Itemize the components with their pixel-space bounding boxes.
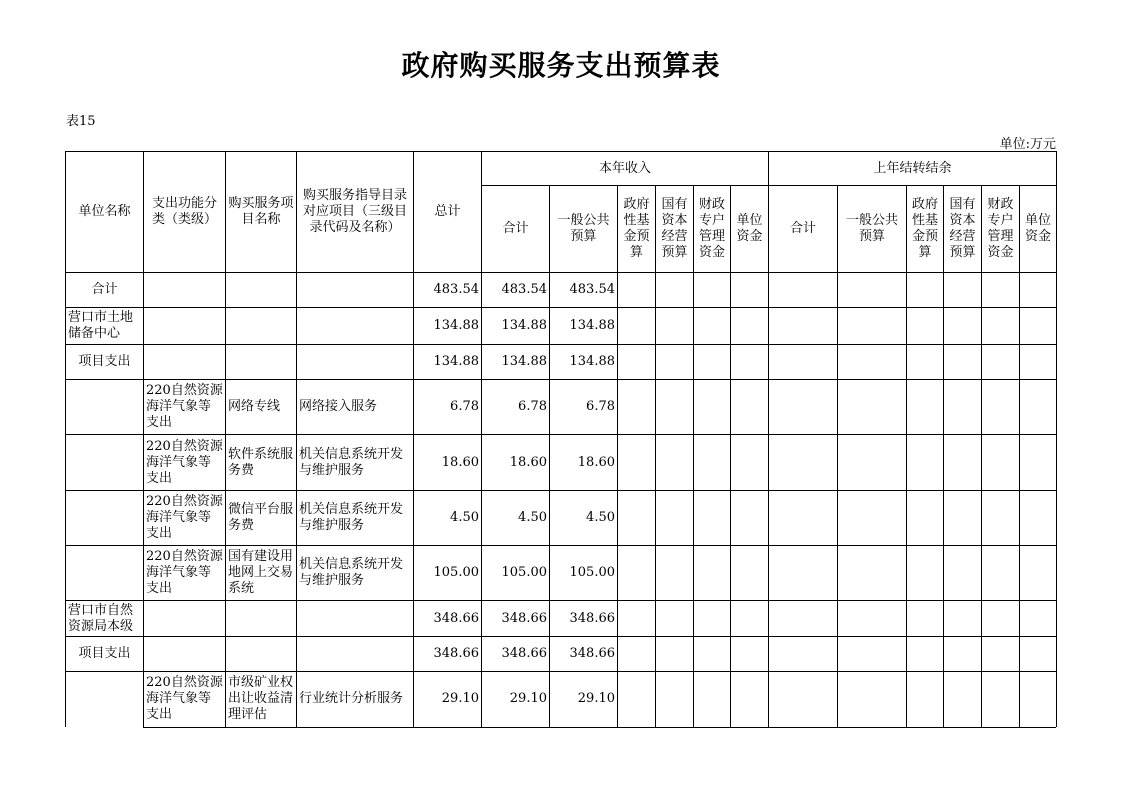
- header-cur-gov-fund: 政府性基金预算: [618, 186, 656, 273]
- cell-service-project: 软件系统服务费: [226, 435, 297, 491]
- cell-empty: [1020, 380, 1057, 435]
- cell-empty: [982, 491, 1020, 546]
- header-cur-fiscal-special: 财政专户管理资金: [694, 186, 731, 273]
- page-title: 政府购买服务支出预算表: [401, 49, 721, 82]
- header-cur-general-budget: 一般公共预算: [550, 186, 618, 273]
- header-prev-gov-fund: 政府性基金预算: [907, 186, 944, 273]
- cell-cur-general-budget: 18.60: [550, 435, 618, 491]
- cell-empty: [731, 672, 769, 727]
- cell-unit-name: 合计: [66, 273, 144, 308]
- cell-cur-subtotal: 348.66: [482, 637, 550, 672]
- cell-guide-item: 网络接入服务: [297, 380, 414, 435]
- cell-empty: [618, 308, 656, 345]
- cell-cur-subtotal: 134.88: [482, 308, 550, 345]
- header-service-project: 购买服务项目名称: [226, 152, 297, 273]
- cell-function-class: 220自然资源海洋气象等支出: [144, 380, 226, 435]
- cell-service-project: [226, 601, 297, 637]
- cell-empty: [694, 435, 731, 491]
- cell-service-project: 国有建设用地网上交易系统: [226, 546, 297, 601]
- cell-service-project: [226, 308, 297, 345]
- cell-service-project: [226, 345, 297, 380]
- cell-empty: [769, 637, 838, 672]
- cell-empty: [907, 491, 944, 546]
- table-body: [66, 273, 1057, 727]
- cell-empty: [1020, 546, 1057, 601]
- cell-cur-subtotal: 134.88: [482, 345, 550, 380]
- cell-cur-subtotal: 483.54: [482, 273, 550, 308]
- table-row: [66, 273, 1057, 308]
- cell-empty: [982, 435, 1020, 491]
- cell-empty: [982, 345, 1020, 380]
- cell-empty: [982, 308, 1020, 345]
- table-row: [66, 435, 1057, 491]
- budget-table: [65, 151, 1057, 727]
- cell-empty: [694, 345, 731, 380]
- cell-empty: [731, 380, 769, 435]
- table-row: [66, 380, 1057, 435]
- cell-empty: [618, 546, 656, 601]
- cell-empty: [694, 380, 731, 435]
- cell-function-class: 220自然资源海洋气象等支出: [144, 546, 226, 601]
- cell-empty: [656, 380, 694, 435]
- cell-empty: [769, 546, 838, 601]
- cell-empty: [731, 637, 769, 672]
- cell-service-project: 网络专线: [226, 380, 297, 435]
- header-total: 总计: [414, 152, 482, 273]
- cell-empty: [907, 601, 944, 637]
- cell-service-project: 市级矿业权出让收益清理评估: [226, 672, 297, 727]
- cell-empty: [769, 491, 838, 546]
- cell-empty: [838, 435, 907, 491]
- cell-cur-subtotal: 29.10: [482, 672, 550, 727]
- cell-function-class: [144, 345, 226, 380]
- table-row: [66, 546, 1057, 601]
- cell-service-project: [226, 273, 297, 308]
- header-cur-unit-fund: 单位资金: [731, 186, 769, 273]
- cell-cur-subtotal: 348.66: [482, 601, 550, 637]
- cell-empty: [1020, 435, 1057, 491]
- cell-unit-name: 项目支出: [66, 637, 144, 672]
- cell-empty: [944, 308, 982, 345]
- cell-empty: [769, 273, 838, 308]
- cell-empty: [618, 273, 656, 308]
- cell-empty: [944, 601, 982, 637]
- cell-empty: [944, 491, 982, 546]
- cell-empty: [838, 491, 907, 546]
- cell-empty: [618, 380, 656, 435]
- cell-function-class: [144, 601, 226, 637]
- cell-guide-item: [297, 308, 414, 345]
- header-prev-state-capital: 国有资本经营预算: [944, 186, 982, 273]
- cell-total: 348.66: [414, 637, 482, 672]
- cell-cur-general-budget: 348.66: [550, 637, 618, 672]
- cell-total: 134.88: [414, 345, 482, 380]
- cell-empty: [656, 491, 694, 546]
- header-prev-subtotal: 合计: [769, 186, 838, 273]
- cell-empty: [982, 672, 1020, 727]
- cell-unit-name: [66, 672, 144, 727]
- cell-empty: [838, 345, 907, 380]
- cell-total: 29.10: [414, 672, 482, 727]
- header-current-income: 本年收入: [482, 152, 769, 186]
- cell-guide-item: 行业统计分析服务: [297, 672, 414, 727]
- cell-empty: [656, 435, 694, 491]
- cell-function-class: [144, 273, 226, 308]
- cell-empty: [1020, 672, 1057, 727]
- cell-empty: [1020, 273, 1057, 308]
- cell-empty: [838, 637, 907, 672]
- cell-empty: [694, 601, 731, 637]
- cell-unit-name: 营口市土地储备中心: [66, 308, 144, 345]
- cell-empty: [907, 380, 944, 435]
- cell-empty: [769, 435, 838, 491]
- header-prev-general-budget: 一般公共预算: [838, 186, 907, 273]
- cell-total: 18.60: [414, 435, 482, 491]
- header-prev-unit-fund: 单位资金: [1020, 186, 1057, 273]
- cell-cur-subtotal: 6.78: [482, 380, 550, 435]
- cell-empty: [838, 308, 907, 345]
- cell-guide-item: 机关信息系统开发与维护服务: [297, 491, 414, 546]
- header-row-1: [66, 152, 1057, 186]
- cell-empty: [769, 345, 838, 380]
- header-cur-state-capital: 国有资本经营预算: [656, 186, 694, 273]
- cell-total: 105.00: [414, 546, 482, 601]
- cell-guide-item: [297, 273, 414, 308]
- cell-empty: [731, 345, 769, 380]
- cell-empty: [694, 491, 731, 546]
- cell-cur-general-budget: 483.54: [550, 273, 618, 308]
- table-bottom-edge: [143, 727, 1056, 728]
- cell-empty: [838, 672, 907, 727]
- cell-empty: [618, 491, 656, 546]
- cell-total: 4.50: [414, 491, 482, 546]
- cell-empty: [907, 672, 944, 727]
- header-guide-item: 购买服务指导目录对应项目（三级目录代码及名称）: [297, 152, 414, 273]
- cell-empty: [944, 672, 982, 727]
- cell-empty: [656, 672, 694, 727]
- cell-unit-name: 营口市自然资源局本级: [66, 601, 144, 637]
- cell-function-class: [144, 308, 226, 345]
- cell-guide-item: [297, 637, 414, 672]
- cell-total: 348.66: [414, 601, 482, 637]
- header-cur-subtotal: 合计: [482, 186, 550, 273]
- header-prev-fiscal-special: 财政专户管理资金: [982, 186, 1020, 273]
- cell-total: 6.78: [414, 380, 482, 435]
- cell-empty: [907, 308, 944, 345]
- cell-cur-general-budget: 105.00: [550, 546, 618, 601]
- cell-guide-item: [297, 345, 414, 380]
- cell-empty: [731, 491, 769, 546]
- cell-empty: [694, 308, 731, 345]
- cell-empty: [1020, 491, 1057, 546]
- cell-empty: [944, 546, 982, 601]
- cell-total: 483.54: [414, 273, 482, 308]
- cell-empty: [1020, 601, 1057, 637]
- cell-cur-general-budget: 29.10: [550, 672, 618, 727]
- cell-empty: [731, 308, 769, 345]
- table-row: [66, 345, 1057, 380]
- cell-empty: [618, 637, 656, 672]
- cell-empty: [656, 273, 694, 308]
- cell-total: 134.88: [414, 308, 482, 345]
- cell-empty: [838, 380, 907, 435]
- header-function-class: 支出功能分类（类级）: [144, 152, 226, 273]
- cell-empty: [694, 273, 731, 308]
- cell-service-project: 微信平台服务费: [226, 491, 297, 546]
- cell-empty: [731, 435, 769, 491]
- cell-empty: [1020, 345, 1057, 380]
- cell-empty: [731, 601, 769, 637]
- cell-empty: [944, 435, 982, 491]
- cell-empty: [944, 380, 982, 435]
- cell-empty: [694, 546, 731, 601]
- cell-empty: [907, 345, 944, 380]
- cell-cur-general-budget: 134.88: [550, 345, 618, 380]
- cell-empty: [769, 672, 838, 727]
- cell-empty: [907, 435, 944, 491]
- cell-empty: [982, 546, 1020, 601]
- cell-empty: [731, 273, 769, 308]
- cell-empty: [982, 273, 1020, 308]
- cell-empty: [618, 435, 656, 491]
- cell-cur-subtotal: 105.00: [482, 546, 550, 601]
- cell-cur-subtotal: 4.50: [482, 491, 550, 546]
- cell-guide-item: [297, 601, 414, 637]
- cell-cur-general-budget: 4.50: [550, 491, 618, 546]
- cell-empty: [982, 601, 1020, 637]
- cell-empty: [907, 273, 944, 308]
- table-row: [66, 491, 1057, 546]
- cell-empty: [944, 273, 982, 308]
- cell-function-class: 220自然资源海洋气象等支出: [144, 491, 226, 546]
- cell-empty: [618, 601, 656, 637]
- cell-empty: [769, 308, 838, 345]
- cell-empty: [1020, 637, 1057, 672]
- cell-empty: [694, 672, 731, 727]
- table-row: [66, 672, 1057, 727]
- cell-empty: [944, 637, 982, 672]
- cell-guide-item: 机关信息系统开发与维护服务: [297, 435, 414, 491]
- cell-function-class: 220自然资源海洋气象等支出: [144, 672, 226, 727]
- cell-empty: [656, 345, 694, 380]
- cell-empty: [982, 637, 1020, 672]
- header-prior-balance: 上年结转结余: [769, 152, 1057, 186]
- cell-unit-name: [66, 546, 144, 601]
- cell-empty: [656, 546, 694, 601]
- cell-empty: [656, 308, 694, 345]
- cell-function-class: [144, 637, 226, 672]
- cell-empty: [618, 345, 656, 380]
- cell-empty: [907, 546, 944, 601]
- cell-empty: [907, 637, 944, 672]
- table-row: [66, 637, 1057, 672]
- cell-unit-name: 项目支出: [66, 345, 144, 380]
- table-code: 表15: [66, 114, 96, 129]
- cell-cur-general-budget: 6.78: [550, 380, 618, 435]
- cell-empty: [944, 345, 982, 380]
- cell-cur-general-budget: 134.88: [550, 308, 618, 345]
- cell-empty: [656, 601, 694, 637]
- cell-empty: [838, 273, 907, 308]
- cell-unit-name: [66, 380, 144, 435]
- cell-empty: [618, 672, 656, 727]
- cell-empty: [656, 637, 694, 672]
- table-row: [66, 601, 1057, 637]
- cell-cur-subtotal: 18.60: [482, 435, 550, 491]
- cell-cur-general-budget: 348.66: [550, 601, 618, 637]
- cell-empty: [838, 601, 907, 637]
- cell-unit-name: [66, 435, 144, 491]
- header-unit-name: 单位名称: [66, 152, 144, 273]
- cell-empty: [731, 546, 769, 601]
- cell-empty: [769, 380, 838, 435]
- cell-service-project: [226, 637, 297, 672]
- cell-empty: [694, 637, 731, 672]
- table-row: [66, 308, 1057, 345]
- cell-empty: [838, 546, 907, 601]
- cell-guide-item: 机关信息系统开发与维护服务: [297, 546, 414, 601]
- cell-unit-name: [66, 491, 144, 546]
- cell-empty: [982, 380, 1020, 435]
- cell-function-class: 220自然资源海洋气象等支出: [144, 435, 226, 491]
- cell-empty: [1020, 308, 1057, 345]
- cell-empty: [769, 601, 838, 637]
- unit-label: 单位:万元: [999, 137, 1056, 152]
